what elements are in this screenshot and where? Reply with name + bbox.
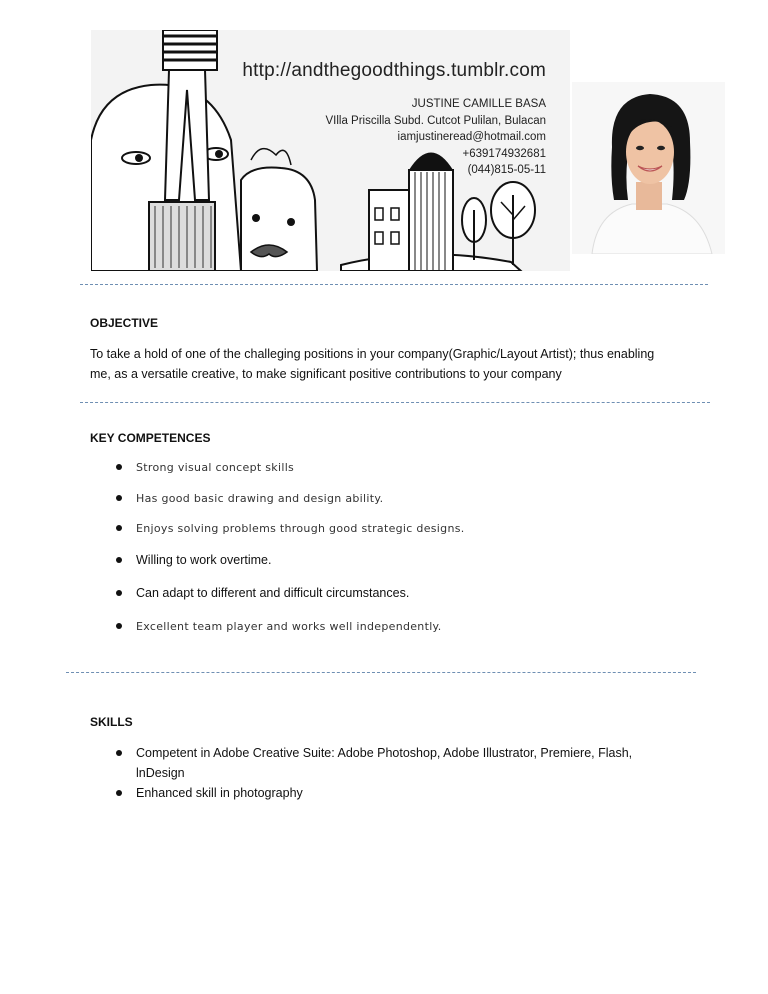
list-item-text: Enjoys solving problems through good strategic designs. <box>136 522 465 535</box>
portfolio-url[interactable]: http://andthegoodthings.tumblr.com <box>242 60 546 81</box>
bullet-icon <box>116 495 122 501</box>
objective-text <box>90 345 690 384</box>
section-divider <box>66 672 696 673</box>
section-divider <box>80 284 708 285</box>
contact-phone: (044)815-05-11 <box>467 164 546 176</box>
competences-heading: KEY COMPETENCES <box>90 431 211 445</box>
skills-heading: SKILLS <box>90 715 133 729</box>
list-item-text: Strong visual concept skills <box>136 461 295 474</box>
list-item-text-continuation: lnDesign <box>136 766 185 780</box>
list-item-text: Can adapt to different and difficult circumstances. <box>136 586 410 600</box>
bullet-icon <box>116 525 122 531</box>
bullet-icon <box>116 623 122 629</box>
bullet-icon <box>116 790 122 796</box>
header-banner <box>91 30 570 271</box>
objective-line: To take a hold of one of the challeging positions in your company(Graphic/Layout Artist); thus enabling <box>90 347 655 361</box>
contact-email[interactable]: iamjustineread@hotmail.com <box>397 131 546 143</box>
list-item-text: Excellent team player and works well independently. <box>136 620 442 633</box>
bullet-icon <box>116 557 122 563</box>
contact-address: VIlla Priscilla Subd. Cutcot Pulilan, Bulacan <box>325 114 546 127</box>
list-item-text: Has good basic drawing and design ability. <box>136 492 384 505</box>
section-divider <box>80 402 710 403</box>
profile-photo <box>572 82 725 254</box>
list-item-text: Willing to work overtime. <box>136 553 272 567</box>
objective-line: me, as a versatile creative, to make significant positive contributions to your company <box>90 366 562 381</box>
contact-name: JUSTINE CAMILLE BASA <box>411 98 546 110</box>
list-item-text: Enhanced skill in photography <box>136 786 303 800</box>
objective-heading: OBJECTIVE <box>90 316 159 330</box>
list-item-text: Competent in Adobe Creative Suite: Adobe Photoshop, Adobe Illustrator, Premiere, Flash, <box>136 746 633 760</box>
bullet-icon <box>116 750 122 756</box>
contact-block <box>241 96 546 179</box>
contact-mobile: +639174932681 <box>462 147 546 160</box>
portrait-image <box>572 82 725 254</box>
bullet-icon <box>116 590 122 596</box>
bullet-icon <box>116 464 122 470</box>
